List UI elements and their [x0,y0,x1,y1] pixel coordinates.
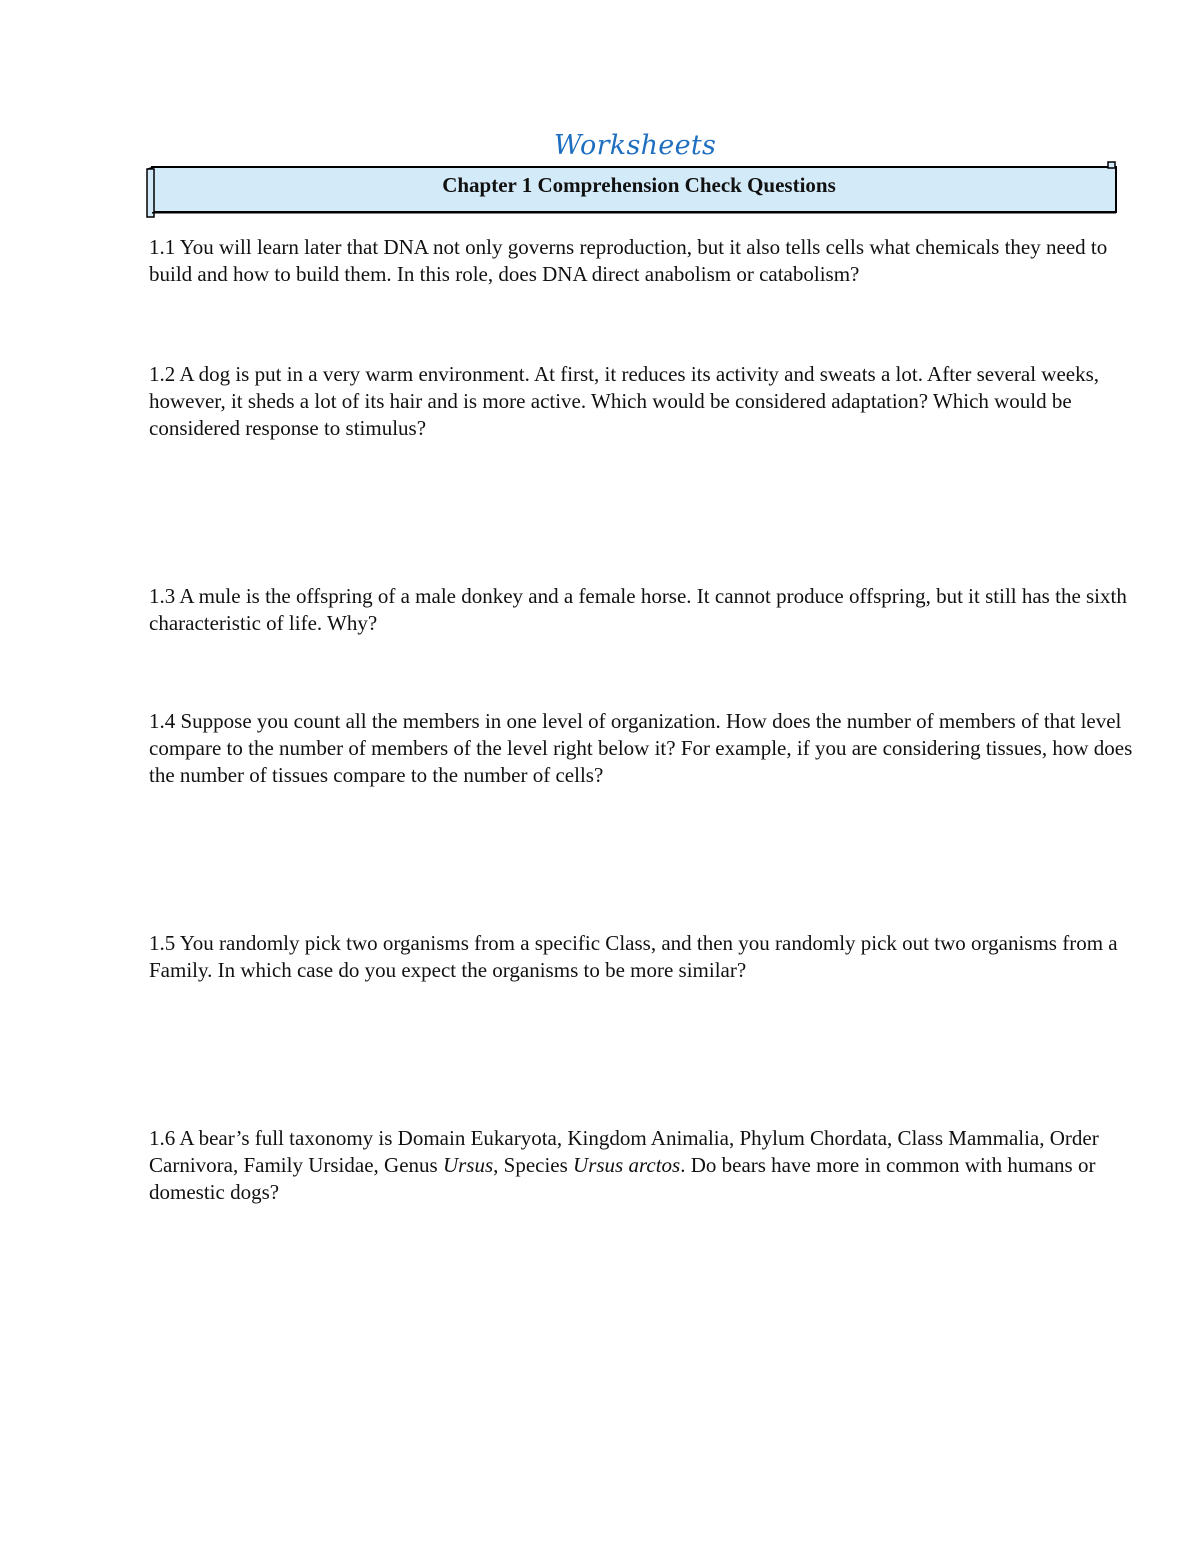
worksheets-header: Worksheets [553,130,717,161]
genus-name: Ursus [442,1153,494,1177]
chapter-banner [144,160,1124,220]
question-1-6-text-after: . Do bears have more in common with humans or domestic dogs? [149,1153,1096,1204]
question-1-5: 1.5 You randomly pick two organisms from a specific Class, and then you randomly pick out two organisms from a Family. In which case do you expect the organisms to be more similar? [149,931,1118,982]
question-1-2: 1.2 A dog is put in a very warm environment. At first, it reduces its activity and sweats a lot. After several weeks, however, it sheds a lot of its hair and is more active. Which would be considered adaptation? Which would be considered response to stimulus? [149,362,1100,440]
question-1-6 [149,1125,1139,1206]
question-1-6-text-before: 1.6 A bear’s full taxonomy is Domain Eukaryota, Kingdom Animalia, Phylum Chordata, Class Mammalia, Order Carnivora, Family Ursidae, Genus [149,1126,1099,1177]
question-1-1: 1.1 You will learn later that DNA not only governs reproduction, but it also tells cells what chemicals they need to build and how to build them. In this role, does DNA direct anabolism or catabolism? [149,235,1108,286]
question-1-3: 1.3 A mule is the offspring of a male donkey and a female horse. It cannot produce offspring, but it still has the sixth characteristic of life. Why? [149,584,1127,635]
species-name: Ursus arctos [573,1153,681,1177]
chapter-title: Chapter 1 Comprehension Check Questions [442,173,836,197]
question-1-4: 1.4 Suppose you count all the members in one level of organization. How does the number of members of that level compare to the number of members of the level right below it? For example, if you are considering tissues, how does the number of tissues compare to the number of cells? [149,709,1133,787]
question-1-6-text-middle: , Species [493,1153,574,1177]
